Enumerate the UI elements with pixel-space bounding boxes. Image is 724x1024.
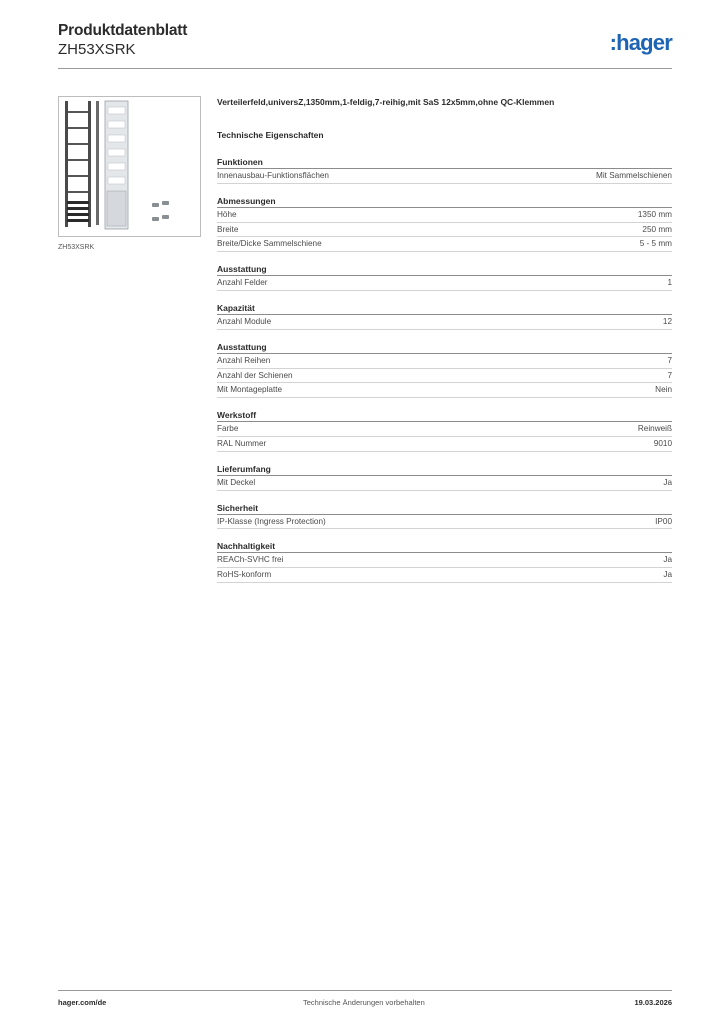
property-value: 12 — [662, 316, 672, 326]
footer-website: hager.com/de — [58, 998, 107, 1007]
section-title: Werkstoff — [217, 409, 672, 422]
property-label: RAL Nummer — [217, 438, 267, 448]
footer-divider — [58, 990, 672, 991]
property-label: Anzahl Reihen — [217, 355, 271, 365]
product-description: Verteilerfeld,universZ,1350mm,1-feldig,7-reihig,mit SaS 12x5mm,ohne QC-Klemmen — [217, 97, 555, 107]
property-value: IP00 — [655, 516, 672, 526]
property-label: Breite — [217, 224, 239, 234]
property-section — [217, 463, 672, 491]
footer-date: 19.03.2026 — [634, 998, 672, 1007]
property-row — [217, 354, 672, 369]
property-section — [217, 302, 672, 330]
property-value: Nein — [655, 385, 672, 395]
section-title: Kapazität — [217, 302, 672, 315]
property-value: 1350 mm — [637, 209, 672, 219]
property-label: Anzahl der Schienen — [217, 370, 293, 380]
property-value: Reinweiß — [637, 424, 672, 434]
section-title: Funktionen — [217, 156, 672, 169]
section-title: Ausstattung — [217, 263, 672, 276]
section-title: Abmessungen — [217, 195, 672, 208]
property-label: RoHS-konform — [217, 570, 272, 580]
property-value: Mit Sammelschienen — [596, 171, 672, 180]
section-title: Ausstattung — [217, 341, 672, 354]
property-value: 7 — [667, 355, 672, 365]
property-row — [217, 553, 672, 568]
page-header — [58, 22, 672, 70]
property-label: REACh-SVHC frei — [217, 555, 284, 565]
product-data — [217, 96, 672, 583]
property-section — [217, 263, 672, 291]
property-row — [217, 369, 672, 384]
section-title: Sicherheit — [217, 502, 672, 515]
property-row — [217, 437, 672, 452]
property-label: Anzahl Felder — [217, 278, 268, 288]
property-label: Innenausbau-Funktionsflächen — [217, 171, 329, 180]
property-value: Ja — [663, 477, 672, 487]
property-label: Breite/Dicke Sammelschiene — [217, 239, 322, 249]
property-section — [217, 156, 672, 184]
property-section — [217, 502, 672, 530]
property-value: 5 - 5 mm — [639, 239, 672, 249]
property-value: 9010 — [653, 438, 672, 448]
property-row — [217, 383, 672, 398]
property-label: Mit Deckel — [217, 477, 256, 487]
property-row — [217, 276, 672, 291]
property-section — [217, 409, 672, 452]
property-label: Farbe — [217, 424, 239, 434]
property-value: 7 — [667, 370, 672, 380]
property-row — [217, 515, 672, 530]
property-section — [217, 540, 672, 583]
property-row — [217, 476, 672, 491]
property-section — [217, 341, 672, 398]
property-value: Ja — [663, 570, 672, 580]
property-label: Anzahl Module — [217, 316, 272, 326]
product-image — [58, 96, 201, 237]
property-row — [217, 568, 672, 583]
image-caption: ZH53XSRK — [58, 244, 95, 251]
section-title: Lieferumfang — [217, 463, 672, 476]
property-row — [217, 315, 672, 330]
properties-list — [217, 156, 672, 583]
property-section — [217, 195, 672, 252]
hager-logo: :hager — [609, 30, 672, 55]
property-row — [217, 237, 672, 252]
property-value: 250 mm — [642, 224, 672, 234]
header-divider — [58, 68, 672, 69]
property-row — [217, 169, 672, 184]
property-value: Ja — [663, 555, 672, 565]
product-code: ZH53XSRK — [58, 41, 136, 58]
product-illustration — [59, 97, 200, 236]
section-title: Nachhaltigkeit — [217, 540, 672, 553]
property-row — [217, 208, 672, 223]
property-label: IP-Klasse (Ingress Protection) — [217, 516, 326, 526]
document-title: Produktdatenblatt — [58, 22, 188, 39]
property-value: 1 — [667, 278, 672, 288]
tech-properties-title: Technische Eigenschaften — [217, 130, 324, 140]
footer-note: Technische Änderungen vorbehalten — [303, 998, 425, 1007]
property-row — [217, 422, 672, 437]
property-label: Höhe — [217, 209, 237, 219]
property-label: Mit Montageplatte — [217, 385, 283, 395]
property-row — [217, 223, 672, 238]
